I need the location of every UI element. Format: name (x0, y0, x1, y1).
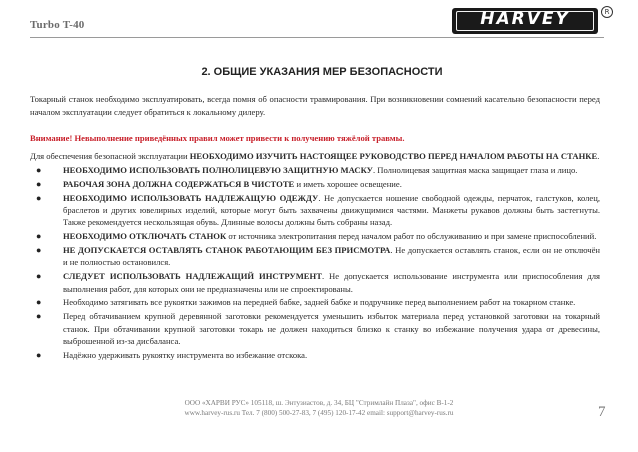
rule-bold-text: РАБОЧАЯ ЗОНА ДОЛЖНА СОДЕРЖАТЬСЯ В ЧИСТОТЕ (63, 178, 295, 189)
list-item (30, 349, 600, 361)
footer-address: ООО «ХАРВИ РУС» 105118, ш. Энтузиастов, д. 34, БЦ "Стримлайн Плаза", офис В-1-2 (184, 399, 454, 407)
bullet-icon: ● (36, 178, 42, 189)
rule-text: . Не допускается ношение свободной одежды, перчаток, галстуков, колец, браслетов и других ювелирных изделий, которые могут быть захвачены движущимися частями. Манжеты рукавов должны быть застегнуты. Также рекомендуется нескользящая обувь. Длинные волосы должны быть собраны назад. (63, 192, 600, 228)
list-item (30, 230, 600, 242)
page-number: 7 (598, 404, 606, 420)
intro-paragraph: Токарный станок необходимо эксплуатировать, всегда помня об опасности травмирования. При возникновении сомнений касательно безопасности перед началом эксплуатации следует обратиться к локальному дилеру. (30, 94, 600, 117)
rule-text: Надёжно удерживать рукоятку инструмента во избежание отскока. (63, 349, 308, 360)
bullet-icon: ● (36, 245, 42, 255)
bullet-icon: ● (36, 349, 42, 360)
harvey-logo (452, 8, 610, 34)
page-footer (0, 398, 638, 418)
list-item (30, 164, 600, 176)
bullet-icon: ● (36, 231, 42, 242)
list-item (30, 178, 600, 190)
rule-text: и иметь хорошее освещение. (294, 178, 402, 189)
bullet-icon: ● (36, 192, 42, 203)
list-item (30, 296, 600, 308)
lead-paragraph (30, 150, 600, 163)
header-divider (30, 37, 604, 38)
list-item (30, 192, 600, 229)
rule-bold-text: НЕОБХОДИМО ИСПОЛЬЗОВАТЬ ПОЛНОЛИЦЕВУЮ ЗАЩИТНУЮ МАСКУ (63, 165, 373, 175)
rule-bold-text: НЕОБХОДИМО ИСПОЛЬЗОВАТЬ НАДЛЕЖАЩУЮ ОДЕЖДУ (63, 192, 319, 203)
lead-end: . (597, 151, 600, 161)
list-item (30, 270, 600, 295)
bullet-icon: ● (36, 271, 42, 282)
registered-mark-icon: R (601, 6, 613, 18)
lead-text: Для обеспечения безопасной эксплуатации (30, 151, 190, 161)
rule-text: от источника электропитания перед началом работ по обслуживанию и при замене приспособлений. (226, 231, 597, 242)
rule-text: . Полнолицевая защитная маска защищает глаза и лицо. (372, 165, 578, 175)
list-item (30, 244, 600, 269)
section-title: 2. ОБЩИЕ УКАЗАНИЯ МЕР БЕЗОПАСНОСТИ (201, 66, 443, 78)
rule-text: . Не допускается использование инструмента или приспособления для выполнения работ, для которых они не предназначены или не спроектированы. (63, 271, 600, 294)
logo-brand-text: HARVEY (480, 9, 570, 29)
bullet-icon: ● (36, 165, 42, 175)
rule-text: Необходимо затягивать все рукоятки зажимов на передней бабке, задней бабке и подручнике перед выполнением работ на токарном станке. (63, 297, 576, 308)
document-model-title: Turbo T-40 (30, 19, 85, 31)
rule-bold-text: СЛЕДУЕТ ИСПОЛЬЗОВАТЬ НАДЛЕЖАЩИЙ ИНСТРУМЕНТ (63, 271, 322, 282)
warning-paragraph: Внимание! Невыполнение приведённых правил может привести к получению тяжёлой травмы. (30, 133, 405, 143)
bullet-icon: ● (36, 297, 42, 308)
safety-rules-list (30, 164, 600, 363)
rule-bold-text: НЕОБХОДИМО ОТКЛЮЧАТЬ СТАНОК (63, 231, 227, 242)
footer-contacts: www.harvey-rus.ru Тел. 7 (800) 500-27-83, 7 (495) 120-17-42 email: support@harvey-rus.ru (184, 409, 454, 417)
rule-text: . Не допускается оставлять станок, если он не отключён и не полностью остановился. (63, 245, 600, 268)
rule-bold-text: НЕ ДОПУСКАЕТСЯ ОСТАВЛЯТЬ СТАНОК РАБОТАЮЩИМ БЕЗ ПРИСМОТРА (63, 245, 391, 255)
rule-text: Перед обтачиванием крупной деревянной заготовки рекомендуется уменьшить избыток материала перед установкой заготовки на токарный станок. При обтачивании крупной заготовки токарь не должен находиться близко к станку во избежание получения удара от древесины, выброшенной из-за дисбаланса. (63, 311, 600, 347)
list-item (30, 310, 600, 347)
bullet-icon: ● (36, 311, 42, 322)
lead-bold-text: НЕОБХОДИМО ИЗУЧИТЬ НАСТОЯЩЕЕ РУКОВОДСТВО ПЕРЕД НАЧАЛОМ РАБОТЫ НА СТАНКЕ (189, 151, 598, 161)
